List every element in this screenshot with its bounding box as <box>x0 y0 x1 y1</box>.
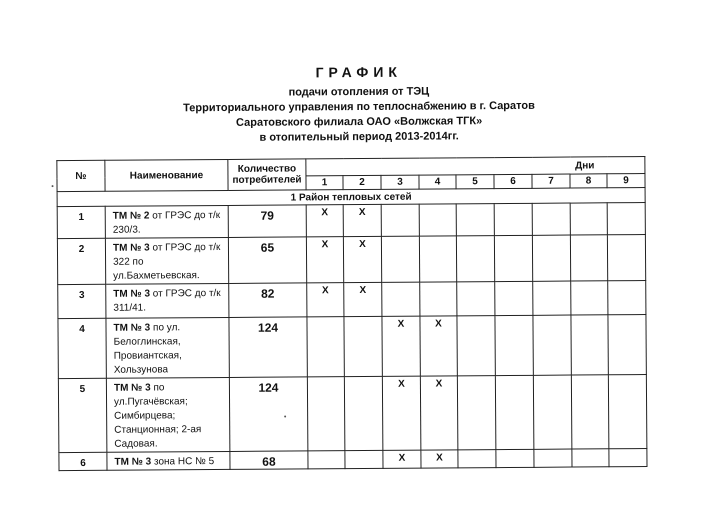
row-name-description: по ул. Белоглинская, Провиантская, Хользунова <box>113 322 185 376</box>
day-mark-cell <box>571 281 608 315</box>
day-mark-cell <box>570 203 607 235</box>
day-mark-cell <box>609 449 647 467</box>
day-mark-cell <box>570 235 607 281</box>
day-mark-cell: X <box>306 205 343 237</box>
day-header: 3 <box>381 175 419 189</box>
day-mark-cell <box>571 315 608 375</box>
day-mark-cell <box>456 236 494 282</box>
row-name <box>105 205 228 238</box>
day-header: 1 <box>306 176 343 190</box>
day-mark-cell <box>381 236 419 282</box>
row-consumer-count: 65 <box>228 237 306 284</box>
row-name <box>105 237 228 284</box>
day-mark-cell <box>533 315 571 375</box>
day-header: 5 <box>456 175 494 189</box>
day-mark-cell <box>572 449 609 467</box>
day-mark-cell <box>458 450 496 468</box>
subtitle-line-1: подачи отопления от ТЭЦ <box>288 85 430 99</box>
day-mark-cell <box>307 377 345 451</box>
table-row <box>57 235 645 285</box>
day-mark-cell <box>494 203 532 235</box>
day-header: 7 <box>532 174 570 188</box>
day-mark-cell <box>344 376 383 450</box>
day-mark-cell <box>608 315 646 375</box>
row-name <box>106 317 229 378</box>
day-header: 2 <box>343 175 381 189</box>
row-consumer-count: 82 <box>229 283 307 318</box>
day-mark-cell: X <box>344 282 382 316</box>
subtitle-line-2: Территориального управления по теплоснабжению в г. Саратов <box>183 99 535 115</box>
day-mark-cell <box>382 282 420 316</box>
header-days: Дни <box>306 157 645 176</box>
day-mark-cell <box>308 451 345 469</box>
row-name-description: зона НС № 5 <box>151 456 215 468</box>
day-mark-cell: X <box>420 316 457 376</box>
day-mark-cell <box>457 316 495 376</box>
day-mark-cell <box>532 235 570 281</box>
day-mark-cell <box>533 281 571 315</box>
day-mark-cell <box>420 282 457 316</box>
day-mark-cell <box>495 315 533 375</box>
header-num: № <box>57 160 105 191</box>
document-title: ГРАФИК <box>315 63 402 81</box>
day-mark-cell <box>381 204 419 236</box>
day-header: 9 <box>607 174 645 188</box>
row-name <box>106 283 229 318</box>
day-mark-cell <box>532 203 570 235</box>
day-mark-cell <box>534 449 572 467</box>
scan-speck <box>284 416 286 418</box>
row-consumer-count: 124 <box>229 317 307 378</box>
day-mark-cell <box>419 236 456 282</box>
section-title: 1 Район тепловых сетей <box>57 188 645 207</box>
day-mark-cell: X <box>307 283 344 317</box>
day-mark-cell <box>608 281 646 315</box>
row-name-description: от ГРЭС до т/к 230/3. <box>112 209 223 236</box>
day-mark-cell: X <box>343 236 381 282</box>
day-mark-cell <box>456 204 494 236</box>
row-name-main-code: ТМ № 2 <box>112 210 150 222</box>
row-name-description: от ГРЭС до т/к 311/41. <box>113 287 224 314</box>
day-mark-cell <box>533 375 572 449</box>
day-mark-cell: X <box>382 316 420 376</box>
day-mark-cell <box>496 449 534 467</box>
day-mark-cell <box>457 282 495 316</box>
table-row <box>58 315 646 379</box>
row-name <box>106 377 230 452</box>
row-consumer-count: 68 <box>230 451 308 470</box>
row-number: 2 <box>57 238 105 284</box>
table-row <box>58 375 647 453</box>
row-consumer-count: 124 <box>229 377 308 452</box>
subtitle-line-3: Саратовского филиала ОАО «Волжская ТГК» <box>235 115 483 129</box>
schedule-table <box>56 156 647 471</box>
subtitle-line-4: в отопительный период 2013-2014гг. <box>259 130 459 144</box>
day-mark-cell <box>571 375 609 449</box>
row-consumer-count: 79 <box>228 205 306 238</box>
day-mark-cell <box>457 376 496 450</box>
day-header: 4 <box>419 175 456 189</box>
day-mark-cell <box>345 450 383 468</box>
header-count: Количество потребителей <box>228 159 306 191</box>
day-header: 6 <box>494 174 532 188</box>
header-name: Наименование <box>105 159 228 191</box>
day-mark-cell <box>495 281 533 315</box>
day-mark-cell <box>495 375 534 449</box>
day-mark-cell: X <box>420 376 458 450</box>
row-number: 1 <box>57 206 105 238</box>
day-mark-cell <box>494 235 532 281</box>
day-mark-cell <box>608 375 647 449</box>
day-mark-cell: X <box>421 450 458 468</box>
row-number: 5 <box>58 378 107 452</box>
row-name <box>107 451 230 470</box>
day-mark-cell <box>607 203 645 235</box>
row-number: 3 <box>58 284 106 318</box>
table-row <box>59 449 647 471</box>
table-row <box>58 281 646 319</box>
day-mark-cell <box>344 316 382 376</box>
row-name-description: по ул.Пугачёвская; Симбирцева; Станционная; 2-ая Садовая. <box>114 382 205 450</box>
day-mark-cell <box>607 235 645 281</box>
row-name-main-code: ТМ № 3 <box>114 456 152 468</box>
title-block <box>149 63 570 147</box>
day-mark-cell: X <box>382 376 421 450</box>
day-mark-cell: X <box>343 204 381 236</box>
day-mark-cell: X <box>306 237 343 283</box>
row-name-main-code: ТМ № 3 <box>112 242 150 254</box>
row-name-main-code: ТМ № 3 <box>113 382 151 394</box>
day-mark-cell <box>307 317 344 377</box>
table-row <box>57 203 645 239</box>
row-name-main-code: ТМ № 3 <box>113 288 151 300</box>
row-number: 6 <box>59 452 107 470</box>
row-name-description: от ГРЭС до т/к 322 по ул.Бахметьевская. <box>113 241 224 282</box>
day-header: 8 <box>570 174 607 188</box>
day-mark-cell <box>419 204 456 236</box>
row-name-main-code: ТМ № 3 <box>113 322 151 334</box>
scan-speck <box>52 185 54 187</box>
day-mark-cell: X <box>383 450 421 468</box>
row-number: 4 <box>58 318 106 378</box>
